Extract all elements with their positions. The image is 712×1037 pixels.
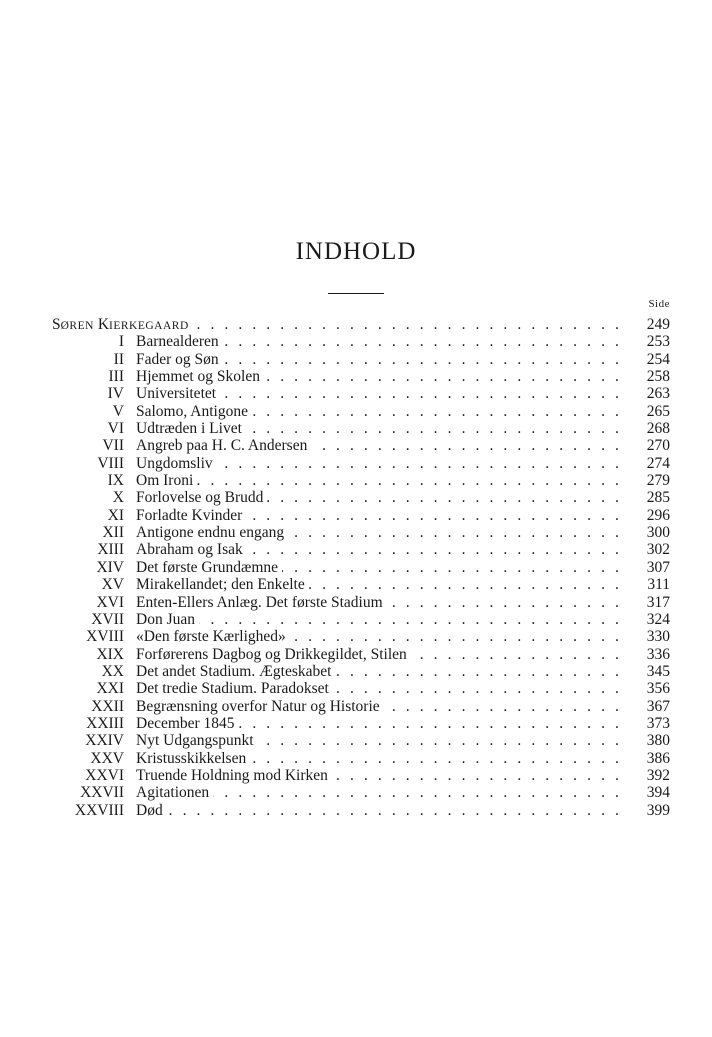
- toc-page-number: 268: [646, 420, 670, 438]
- toc-entry-title: [136, 732, 622, 749]
- toc-entry-title: [136, 628, 622, 645]
- toc-row: [0, 489, 712, 506]
- chapter-title: Agitationen: [136, 784, 213, 801]
- toc-page-number: 330: [646, 628, 670, 646]
- chapter-number: VIII: [97, 454, 124, 472]
- toc-row: [0, 559, 712, 576]
- toc-page-number: 253: [646, 333, 670, 351]
- chapter-number: IV: [107, 385, 124, 403]
- toc-entry-title: [136, 437, 622, 454]
- chapter-title: Forførerens Dagbog og Drikkegildet, Stilen: [136, 646, 411, 663]
- chapter-number: XXVIII: [74, 801, 124, 819]
- toc-entry-title: [136, 663, 622, 680]
- toc-page-number: 265: [646, 402, 670, 420]
- toc-row: [0, 455, 712, 472]
- toc-row: [0, 750, 712, 767]
- chapter-number: XVII: [91, 610, 124, 628]
- chapter-number: XII: [102, 524, 124, 542]
- toc-row: [0, 351, 712, 368]
- toc-page-number: 300: [646, 524, 670, 542]
- toc-page-number: 249: [646, 316, 670, 333]
- chapter-number: VII: [102, 437, 124, 455]
- toc-entry-title: [136, 576, 622, 593]
- toc-row: [0, 802, 712, 819]
- toc-page-number: 317: [646, 593, 670, 611]
- toc-row: [0, 594, 712, 611]
- chapter-title: Død: [136, 802, 167, 819]
- chapter-number: III: [108, 368, 124, 386]
- chapter-title: Begrænsning overfor Natur og Historie: [136, 698, 384, 715]
- toc-row: [0, 715, 712, 732]
- chapter-title: Det tredie Stadium. Paradokset: [136, 680, 333, 697]
- table-of-contents: [0, 316, 712, 819]
- toc-entry-title: [136, 698, 622, 715]
- toc-entry-title: [136, 507, 622, 524]
- chapter-number: VI: [107, 420, 124, 438]
- toc-entry-title: [136, 750, 622, 767]
- toc-row: [0, 698, 712, 715]
- chapter-title: Kristusskikkelsen: [136, 750, 250, 767]
- chapter-title: Antigone endnu engang: [136, 524, 288, 541]
- toc-row: [0, 646, 712, 663]
- chapter-title: Udtræden i Livet: [136, 420, 246, 437]
- chapter-number: XXIII: [86, 714, 124, 732]
- chapter-title: Det første Grundæmne: [136, 559, 282, 576]
- toc-row: [0, 385, 712, 402]
- toc-row: [0, 524, 712, 541]
- toc-entry-title: [136, 559, 622, 576]
- chapter-number: IX: [107, 472, 124, 490]
- toc-author-row: [0, 316, 712, 333]
- chapter-number: XVI: [96, 593, 124, 611]
- chapter-number: XXVII: [80, 784, 124, 802]
- chapter-number: XI: [107, 506, 124, 524]
- chapter-title: Det andet Stadium. Ægteskabet: [136, 663, 335, 680]
- chapter-number: V: [112, 402, 124, 420]
- toc-entry-title: [136, 680, 622, 697]
- toc-page-number: 324: [646, 610, 670, 628]
- chapter-title: December 1845: [136, 715, 239, 732]
- toc-row: [0, 611, 712, 628]
- toc-page-number: 296: [646, 506, 670, 524]
- toc-page-number: 380: [646, 732, 670, 750]
- chapter-title: Abraham og Isak: [136, 541, 247, 558]
- toc-page-number: 367: [646, 697, 670, 715]
- toc-row: [0, 507, 712, 524]
- chapter-title: Enten-Ellers Anlæg. Det første Stadium: [136, 594, 387, 611]
- chapter-title: Fader og Søn: [136, 351, 223, 368]
- toc-page-number: 285: [646, 489, 670, 507]
- toc-row: [0, 576, 712, 593]
- chapter-number: XXVI: [85, 766, 124, 784]
- toc-entry-title: [136, 455, 622, 472]
- title-divider: [328, 293, 384, 294]
- chapter-title: Mirakellandet; den Enkelte: [136, 576, 309, 593]
- chapter-title: Nyt Udgangspunkt: [136, 732, 258, 749]
- toc-entry-title: [136, 715, 622, 732]
- chapter-number: II: [113, 350, 124, 368]
- toc-page-number: 386: [646, 749, 670, 767]
- chapter-title: Truende Holdning mod Kirken: [136, 767, 332, 784]
- toc-page-number: 302: [646, 541, 670, 559]
- toc-entry-title: [136, 489, 622, 506]
- toc-row: [0, 680, 712, 697]
- toc-entry-title: [136, 611, 622, 628]
- toc-page-number: 279: [646, 472, 670, 490]
- toc-entry-title: [136, 594, 622, 611]
- chapter-number: XX: [101, 662, 124, 680]
- chapter-title: Forlovelse og Brudd: [136, 489, 267, 506]
- toc-entry-title: [136, 472, 622, 489]
- chapter-number: I: [118, 333, 124, 351]
- toc-row: [0, 403, 712, 420]
- toc-entry-title: [136, 403, 622, 420]
- toc-entry-title: [136, 802, 622, 819]
- toc-page-number: 373: [646, 714, 670, 732]
- toc-entry-title: [136, 333, 622, 350]
- page-column-label: Side: [648, 298, 670, 310]
- toc-entry-title: [136, 420, 622, 437]
- chapter-number: XIV: [96, 558, 124, 576]
- chapter-title: Angreb paa H. C. Andersen: [136, 437, 311, 454]
- toc-entry-title: [136, 368, 622, 385]
- toc-page-number: 307: [646, 558, 670, 576]
- chapter-title: Don Juan: [136, 611, 199, 628]
- toc-page-number: 356: [646, 680, 670, 698]
- chapter-number: XXV: [90, 749, 124, 767]
- toc-page-number: 336: [646, 645, 670, 663]
- chapter-number: X: [112, 489, 124, 507]
- toc-entry-title: [136, 784, 622, 801]
- chapter-number: XXIV: [85, 732, 124, 750]
- toc-entry-title: [136, 524, 622, 541]
- toc-row: [0, 420, 712, 437]
- chapter-number: XV: [101, 576, 124, 594]
- chapter-title: Barnealderen: [136, 333, 223, 350]
- toc-row: [0, 732, 712, 749]
- chapter-title: Forladte Kvinder: [136, 507, 246, 524]
- chapter-number: XXI: [96, 680, 124, 698]
- chapter-number: XIII: [97, 541, 124, 559]
- chapter-number: XXII: [91, 697, 124, 715]
- toc-entry-title: [136, 351, 622, 368]
- toc-row: [0, 437, 712, 454]
- toc-entry-title: [136, 541, 622, 558]
- toc-row: [0, 333, 712, 350]
- author-name: SØREN KIERKEGAARD: [52, 316, 193, 333]
- toc-chapter-list: [0, 333, 712, 819]
- toc-entry-title: [136, 385, 622, 402]
- page-title: INDHOLD: [295, 238, 417, 265]
- toc-page-number: 345: [646, 662, 670, 680]
- chapter-title: Om Ironi: [136, 472, 197, 489]
- toc-row: [0, 628, 712, 645]
- toc-page-number: 263: [646, 385, 670, 403]
- toc-row: [0, 663, 712, 680]
- toc-entry-title: [136, 646, 622, 663]
- chapter-title: Universitetet: [136, 385, 220, 402]
- toc-page-number: 274: [646, 454, 670, 472]
- toc-entry-title: [136, 767, 622, 784]
- chapter-title: Ungdomsliv: [136, 455, 217, 472]
- toc-row: [0, 767, 712, 784]
- chapter-title: Salomo, Antigone: [136, 403, 252, 420]
- toc-page-number: 254: [646, 350, 670, 368]
- toc-row: [0, 784, 712, 801]
- toc-page-number: 258: [646, 368, 670, 386]
- chapter-title: «Den første Kærlighed»: [136, 628, 290, 645]
- toc-page-number: 399: [646, 801, 670, 819]
- toc-row: [0, 541, 712, 558]
- toc-page-number: 270: [646, 437, 670, 455]
- chapter-number: XIX: [96, 645, 124, 663]
- toc-row: [0, 368, 712, 385]
- toc-page-number: 392: [646, 766, 670, 784]
- chapter-number: XVIII: [86, 628, 124, 646]
- toc-page-number: 394: [646, 784, 670, 802]
- toc-page-number: 311: [647, 576, 670, 594]
- toc-row: [0, 472, 712, 489]
- chapter-title: Hjemmet og Skolen: [136, 368, 264, 385]
